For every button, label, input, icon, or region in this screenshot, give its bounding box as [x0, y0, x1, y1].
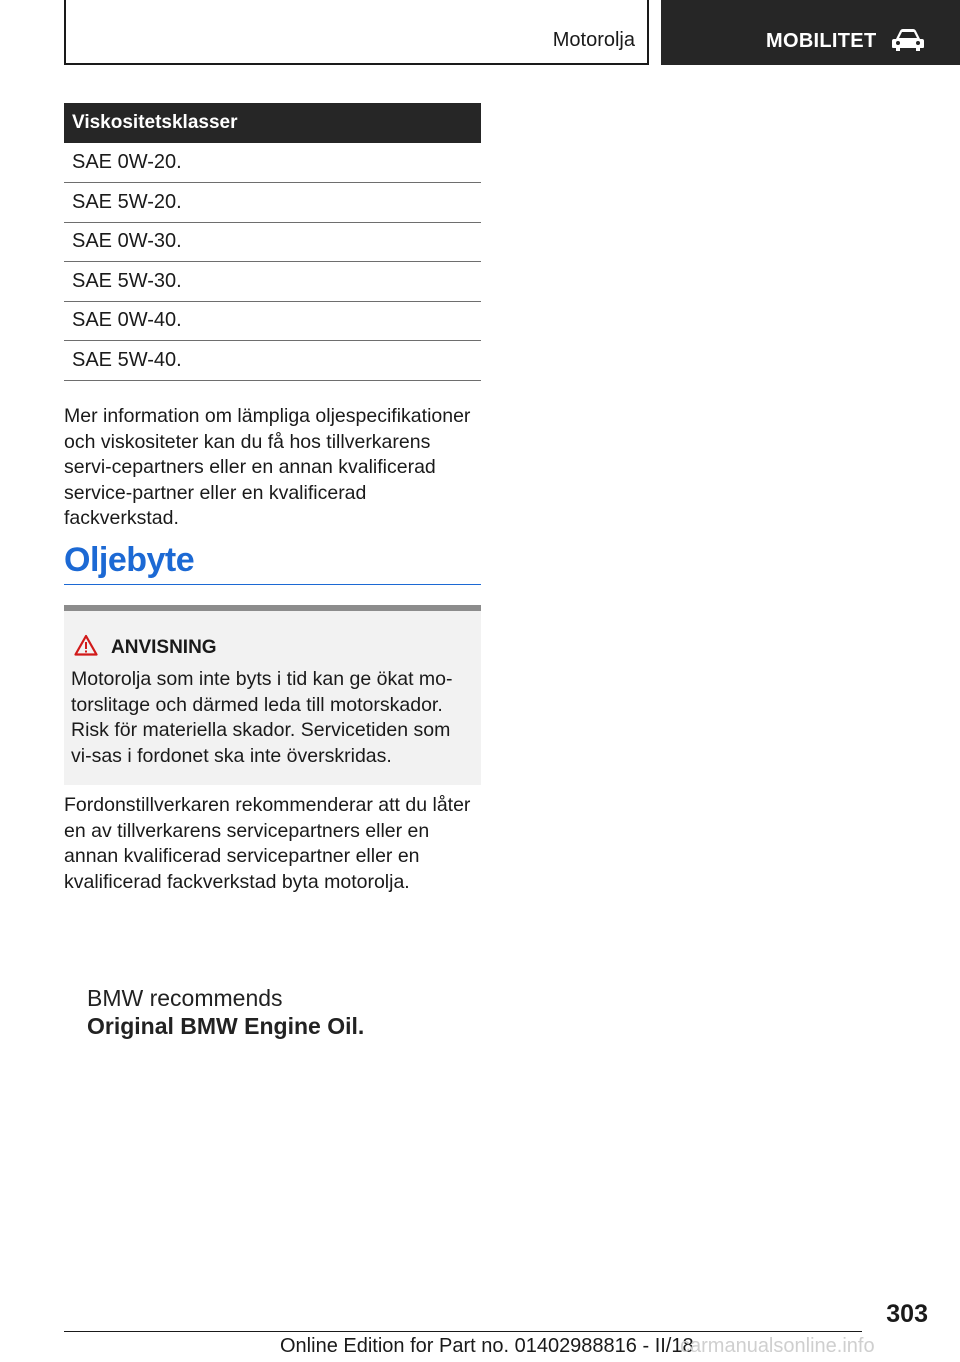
table-cell: SAE 5W-20. — [64, 183, 481, 223]
table-cell: SAE 0W-20. — [64, 143, 481, 183]
header-chapter-tab — [661, 0, 960, 65]
table-cell: SAE 0W-40. — [64, 301, 481, 341]
table-cell: SAE 5W-40. — [64, 341, 481, 381]
viscosity-table — [64, 103, 481, 381]
notice-title: ANVISNING — [111, 637, 217, 658]
table-row — [64, 262, 481, 302]
table-cell: SAE 5W-30. — [64, 262, 481, 302]
table-row — [64, 301, 481, 341]
table-cell: SAE 0W-30. — [64, 222, 481, 262]
heading-divider — [64, 584, 481, 585]
table-row — [64, 222, 481, 262]
viscosity-table-header: Viskositetsklasser — [64, 103, 481, 143]
page-number: 303 — [886, 1300, 928, 1328]
table-row — [64, 143, 481, 183]
table-row — [64, 183, 481, 223]
table-row — [64, 341, 481, 381]
footer-edition: Online Edition for Part no. 01402988816 - II/18 — [280, 1335, 694, 1357]
notice-text: Motorolja som inte byts i tid kan ge ökat mo-torslitage och därmed leda till motorskador. Risk för materiella skador. Servicetiden som vi-sas i fordonet ska inte överskridas. — [71, 668, 453, 767]
header-section-title: Motorolja — [552, 29, 635, 51]
header-section-box — [64, 0, 649, 65]
info-paragraph: Mer information om lämpliga oljespecifikationer och viskositeter kan du få hos tillverkarens servi-cepartners eller en annan kvalificerad service-partner eller en kvalificerad fackverkstad. — [64, 405, 471, 529]
car-icon — [891, 28, 925, 52]
notice-box — [64, 605, 481, 785]
footer-divider — [64, 1331, 862, 1332]
recommendation-line-1: BMW recommends — [87, 985, 283, 1011]
section-heading: Oljebyte — [64, 541, 195, 579]
warning-triangle-icon — [74, 634, 98, 656]
service-paragraph: Fordonstillverkaren rekommenderar att du låter en av tillverkarens servicepartners eller en annan kvalificerad servicepartner eller en kvalificerad fackverkstad byta motorolja. — [64, 794, 471, 893]
watermark-logo: carmanualsonline.info — [680, 1335, 875, 1357]
header-chapter-title: MOBILITET — [766, 30, 877, 52]
recommendation-line-2: Original BMW Engine Oil. — [87, 1013, 365, 1039]
